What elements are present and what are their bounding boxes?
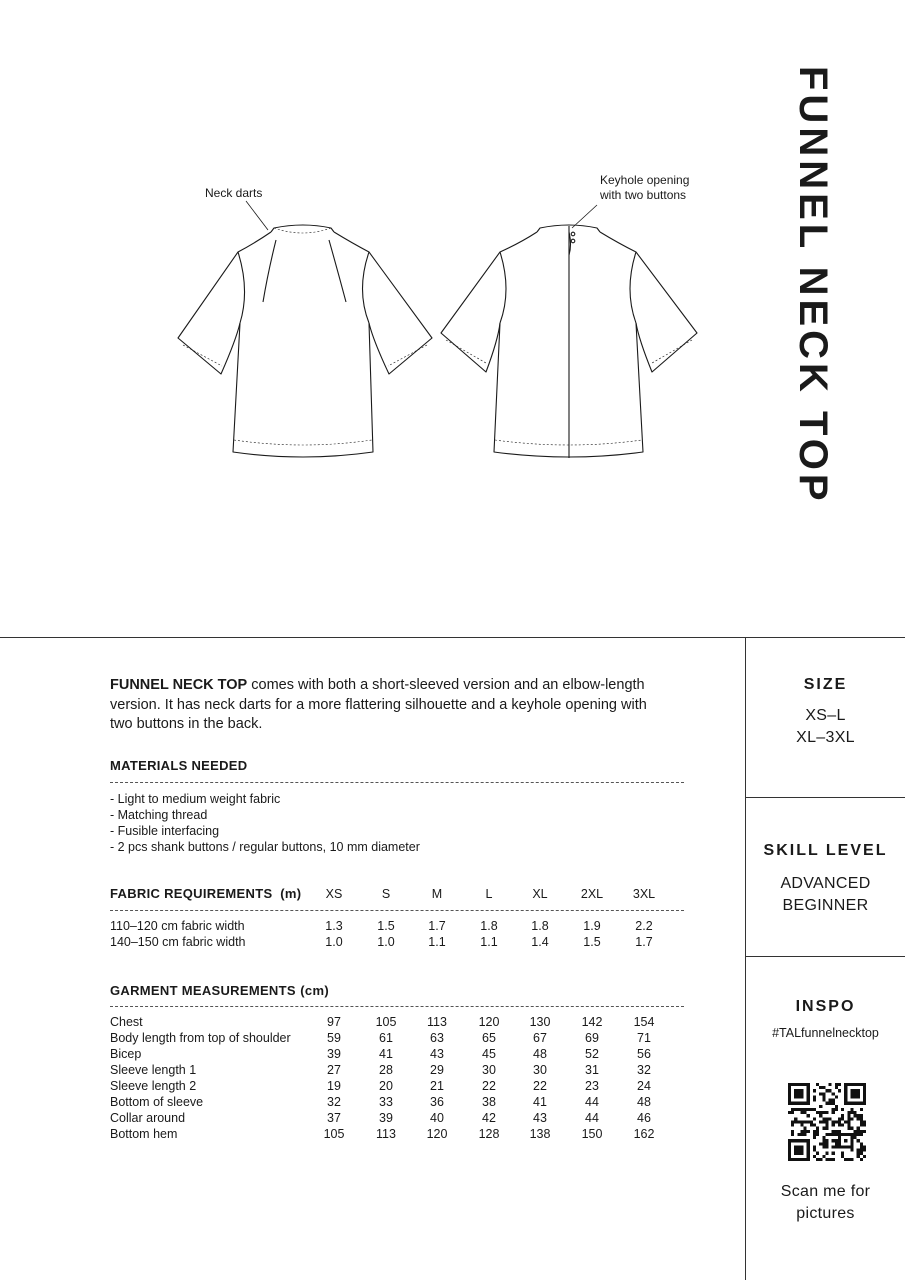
table-cell: 45 xyxy=(482,1047,496,1061)
table-cell: 22 xyxy=(533,1079,547,1093)
intro-line1: comes with both a short-sleeved version and an elbow-length xyxy=(247,677,645,693)
divider-skill xyxy=(745,956,905,957)
size-values xyxy=(746,705,905,749)
table-cell: 23 xyxy=(585,1079,599,1093)
size-title: SIZE xyxy=(803,676,848,693)
table-cell: 44 xyxy=(585,1111,599,1125)
annotation-neck-darts: Neck darts xyxy=(205,186,263,200)
intro-bold: FUNNEL NECK TOP xyxy=(110,677,248,693)
row-label: Sleeve length 2 xyxy=(110,1079,197,1093)
materials-item: - Fusible interfacing xyxy=(110,824,220,838)
table-cell: 39 xyxy=(327,1047,341,1061)
table-cell: 138 xyxy=(529,1127,551,1141)
scan-line-1: Scan me for xyxy=(780,1183,871,1200)
table-cell: 48 xyxy=(637,1095,651,1109)
materials-item: - 2 pcs shank buttons / regular buttons, 10 mm diameter xyxy=(110,840,420,854)
annotation-keyhole-line1: Keyhole opening xyxy=(600,173,690,187)
table-cell: 120 xyxy=(426,1127,448,1141)
size-col-2xl: 2XL xyxy=(580,887,604,901)
table-cell: 1.9 xyxy=(583,919,601,933)
materials-divider xyxy=(110,782,684,783)
materials-item: - Matching thread xyxy=(110,808,208,822)
intro-line3: two buttons in the back. xyxy=(110,716,263,732)
table-cell: 69 xyxy=(585,1031,599,1045)
table-cell: 1.5 xyxy=(583,935,601,949)
table-cell: 38 xyxy=(482,1095,496,1109)
fabric-heading xyxy=(110,886,301,902)
materials-heading: MATERIALS NEEDED xyxy=(110,758,248,773)
materials-item: - Light to medium weight fabric xyxy=(110,792,281,806)
size-col-xs: XS xyxy=(325,887,343,901)
intro-line2: version. It has neck darts for a more flattering silhouette and a keyhole opening with xyxy=(110,696,647,713)
row-label: Sleeve length 1 xyxy=(110,1063,197,1077)
table-cell: 105 xyxy=(375,1015,397,1029)
table-row xyxy=(110,934,690,950)
table-cell: 1.4 xyxy=(531,935,549,949)
table-cell: 29 xyxy=(430,1063,444,1077)
skill-values xyxy=(746,873,905,917)
table-cell: 1.7 xyxy=(635,935,653,949)
table-cell: 27 xyxy=(327,1063,341,1077)
row-label: Bottom of sleeve xyxy=(110,1095,204,1109)
materials-list xyxy=(110,791,420,855)
table-cell: 142 xyxy=(581,1015,603,1029)
table-cell: 31 xyxy=(585,1063,599,1077)
table-cell: 30 xyxy=(482,1063,496,1077)
table-cell: 32 xyxy=(327,1095,341,1109)
table-cell: 1.0 xyxy=(325,935,343,949)
size-col-s: S xyxy=(381,887,391,901)
table-cell: 1.7 xyxy=(428,919,446,933)
table-row xyxy=(110,1046,690,1062)
table-cell: 59 xyxy=(327,1031,341,1045)
table-cell: 41 xyxy=(379,1047,393,1061)
table-row xyxy=(110,1014,690,1030)
divider-top xyxy=(0,637,905,638)
size-col-l: L xyxy=(485,887,493,901)
table-row xyxy=(110,1062,690,1078)
table-cell: 71 xyxy=(637,1031,651,1045)
scan-caption xyxy=(746,1181,905,1225)
table-cell: 128 xyxy=(478,1127,500,1141)
table-cell: 48 xyxy=(533,1047,547,1061)
page-title: FUNNEL NECK TOP xyxy=(791,66,835,505)
table-cell: 56 xyxy=(637,1047,651,1061)
garment-heading-text: GARMENT MEASUREMENTS xyxy=(110,983,296,998)
inspo-title: INSPO xyxy=(795,998,856,1015)
table-cell: 113 xyxy=(427,1015,447,1029)
skill-line-1: ADVANCED xyxy=(780,875,871,892)
table-row xyxy=(110,918,690,934)
row-label: Bottom hem xyxy=(110,1127,178,1141)
table-cell: 113 xyxy=(376,1127,396,1141)
table-cell: 44 xyxy=(585,1095,599,1109)
table-cell: 67 xyxy=(533,1031,547,1045)
table-cell: 19 xyxy=(327,1079,341,1093)
garment-unit: (cm) xyxy=(300,983,329,998)
garment-illustration xyxy=(0,0,905,620)
size-range-1: XS–L xyxy=(805,707,846,724)
table-cell: 33 xyxy=(379,1095,393,1109)
table-cell: 63 xyxy=(430,1031,444,1045)
inspo-hashtag: #TALfunnelnecktop xyxy=(772,1026,879,1040)
table-cell: 32 xyxy=(637,1063,651,1077)
table-cell: 65 xyxy=(482,1031,496,1045)
table-cell: 43 xyxy=(533,1111,547,1125)
table-cell: 162 xyxy=(633,1127,655,1141)
table-cell: 1.1 xyxy=(480,935,498,949)
table-cell: 150 xyxy=(581,1127,603,1141)
table-cell: 40 xyxy=(430,1111,444,1125)
table-cell: 130 xyxy=(529,1015,551,1029)
row-label: Chest xyxy=(110,1015,143,1029)
table-row xyxy=(110,1078,690,1094)
table-cell: 43 xyxy=(430,1047,444,1061)
table-cell: 105 xyxy=(323,1127,345,1141)
skill-title: SKILL LEVEL xyxy=(763,842,888,859)
back-view-drawing xyxy=(441,225,697,458)
scan-line-2: pictures xyxy=(796,1205,855,1222)
table-cell: 1.5 xyxy=(377,919,395,933)
table-cell: 37 xyxy=(327,1111,341,1125)
table-cell: 46 xyxy=(637,1111,651,1125)
table-cell: 24 xyxy=(637,1079,651,1093)
table-cell: 30 xyxy=(533,1063,547,1077)
table-cell: 36 xyxy=(430,1095,444,1109)
table-cell: 154 xyxy=(633,1015,655,1029)
skill-line-2: BEGINNER xyxy=(782,897,869,914)
row-label: 110–120 cm fabric width xyxy=(110,919,245,933)
table-cell: 120 xyxy=(478,1015,500,1029)
intro-paragraph xyxy=(110,676,700,735)
fabric-heading-text: FABRIC REQUIREMENTS xyxy=(110,886,273,901)
table-cell: 42 xyxy=(482,1111,496,1125)
size-col-3xl: 3XL xyxy=(632,887,656,901)
button-icon xyxy=(571,232,575,243)
table-row xyxy=(110,1110,690,1126)
fabric-header-row xyxy=(110,886,690,902)
table-cell: 20 xyxy=(379,1079,393,1093)
size-col-m: M xyxy=(431,887,443,901)
table-cell: 97 xyxy=(327,1015,341,1029)
annotation-keyhole-line2: with two buttons xyxy=(600,188,687,202)
table-cell: 21 xyxy=(430,1079,444,1093)
size-col-xl: XL xyxy=(532,887,548,901)
divider-size xyxy=(745,797,905,798)
garment-divider xyxy=(110,1006,684,1007)
fabric-divider xyxy=(110,910,684,911)
table-cell: 61 xyxy=(379,1031,393,1045)
row-label: Collar around xyxy=(110,1111,186,1125)
table-cell: 52 xyxy=(585,1047,599,1061)
size-range-2: XL–3XL xyxy=(796,729,855,746)
annotation-keyhole xyxy=(600,173,689,203)
front-view-drawing xyxy=(178,225,432,457)
row-label: 140–150 cm fabric width xyxy=(110,935,246,949)
table-cell: 1.3 xyxy=(325,919,343,933)
garment-heading xyxy=(110,982,329,1000)
row-label: Body length from top of shoulder xyxy=(110,1031,291,1045)
table-row xyxy=(110,1126,690,1142)
table-cell: 1.0 xyxy=(377,935,395,949)
table-row xyxy=(110,1094,690,1110)
table-cell: 1.8 xyxy=(480,919,498,933)
row-label: Bicep xyxy=(110,1047,142,1061)
table-cell: 1.8 xyxy=(531,919,549,933)
table-cell: 41 xyxy=(533,1095,547,1109)
table-cell: 2.2 xyxy=(635,919,653,933)
table-cell: 22 xyxy=(482,1079,496,1093)
qr-code-icon[interactable] xyxy=(788,1083,866,1161)
table-cell: 1.1 xyxy=(428,935,446,949)
table-cell: 39 xyxy=(379,1111,393,1125)
fabric-unit: (m) xyxy=(280,886,302,901)
table-row xyxy=(110,1030,690,1046)
table-cell: 28 xyxy=(379,1063,393,1077)
